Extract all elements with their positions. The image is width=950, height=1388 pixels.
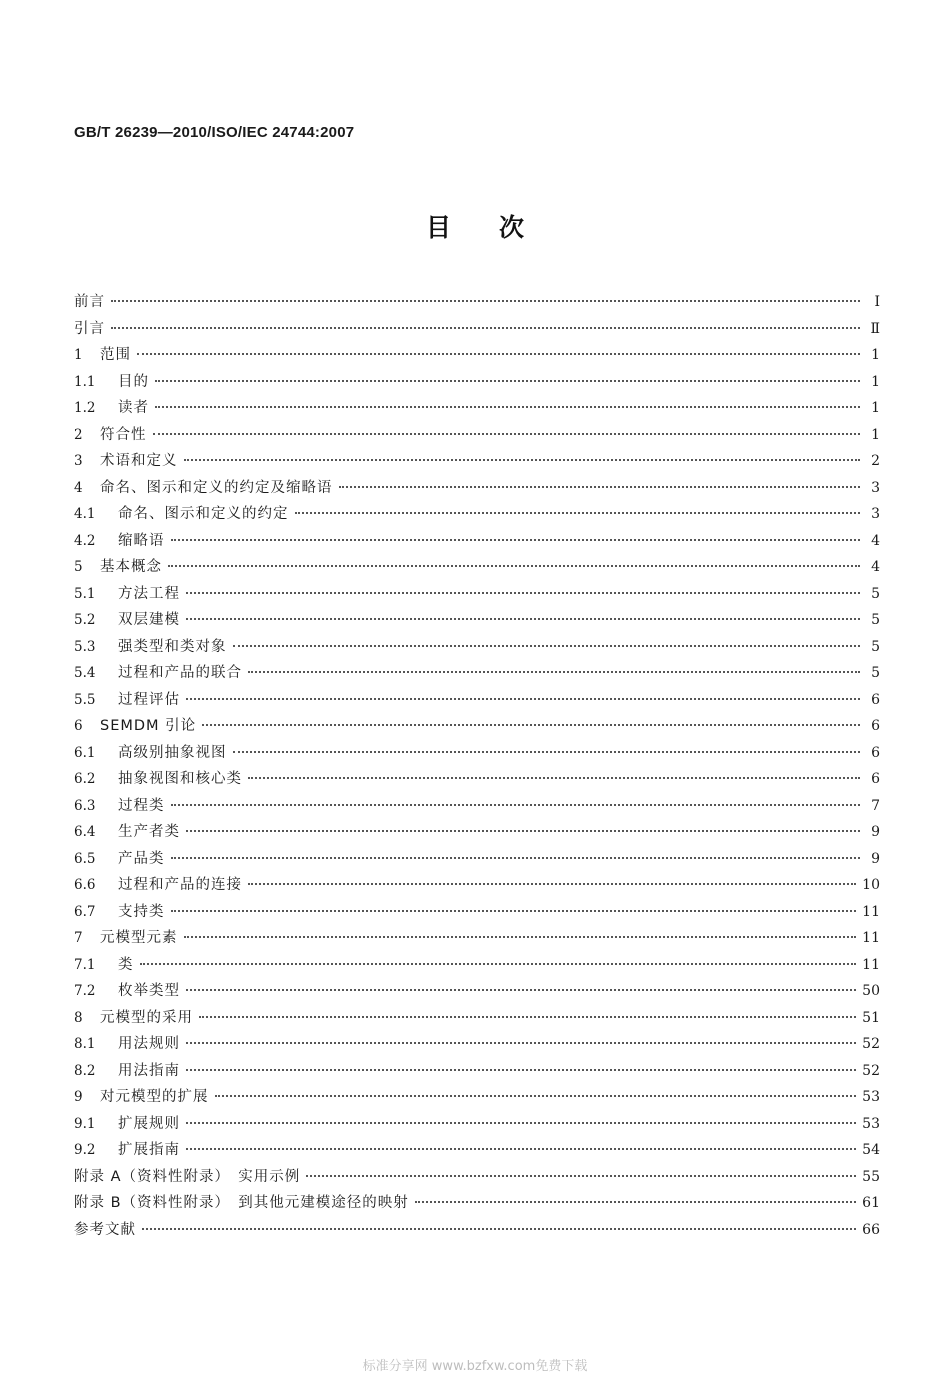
toc-entry[interactable] <box>74 847 880 874</box>
table-of-contents <box>74 290 880 1244</box>
toc-entry-label: 方法工程 <box>118 585 180 602</box>
toc-entry-label: 强类型和类对象 <box>118 638 227 655</box>
toc-entry-number: 1.1 <box>74 373 96 390</box>
toc-entry[interactable] <box>74 529 880 556</box>
toc-entry-label: 过程类 <box>118 797 165 814</box>
toc-entry-page: 10 <box>862 877 880 893</box>
toc-entry[interactable] <box>74 1032 880 1059</box>
toc-entry-label: 命名、图示和定义的约定 <box>118 506 289 522</box>
toc-dot-leader <box>171 857 861 859</box>
toc-dot-leader <box>171 804 861 806</box>
toc-entry-label: 元模型元素 <box>100 930 178 946</box>
watermark-footer: 标准分享网 www.bzfxw.com免费下载 <box>362 1359 588 1374</box>
toc-entry-number: 3 <box>74 453 83 469</box>
toc-entry-page: 1 <box>871 373 880 390</box>
toc-entry-page: 4 <box>871 532 880 549</box>
toc-entry-page: Ⅰ <box>874 294 880 310</box>
toc-entry-label: 符合性 <box>100 426 147 443</box>
toc-entry[interactable] <box>74 794 880 821</box>
toc-dot-leader <box>306 1175 856 1177</box>
toc-entry-page: 55 <box>862 1168 880 1185</box>
toc-entry-number: 7 <box>74 930 83 946</box>
toc-entry-label: 扩展规则 <box>118 1115 180 1132</box>
toc-entry-number: 6.7 <box>74 903 96 920</box>
toc-entry-number: 5 <box>74 559 83 575</box>
toc-entry-label: 过程和产品的联合 <box>118 665 242 681</box>
toc-entry[interactable] <box>74 741 880 768</box>
toc-entry[interactable] <box>74 370 880 397</box>
toc-entry-page: 5 <box>871 585 880 602</box>
toc-entry[interactable] <box>74 635 880 662</box>
toc-dot-leader <box>233 751 861 753</box>
toc-entry-label: 参考文献 <box>74 1221 136 1238</box>
toc-entry-page: 53 <box>862 1115 880 1132</box>
toc-entry[interactable] <box>74 1006 880 1033</box>
toc-entry-label: 生产者类 <box>118 824 180 840</box>
toc-entry-page: 50 <box>862 983 880 999</box>
toc-entry-number: 4.1 <box>74 506 96 522</box>
toc-entry-page: 4 <box>871 559 880 575</box>
toc-entry-label: 过程评估 <box>118 691 180 708</box>
page-title: 目次 <box>425 213 572 242</box>
toc-entry-label: 缩略语 <box>118 532 165 549</box>
toc-dot-leader <box>186 1042 856 1044</box>
toc-entry-page: 11 <box>862 903 880 920</box>
toc-dot-leader <box>339 486 861 488</box>
toc-dot-leader <box>202 724 860 726</box>
toc-entry[interactable] <box>74 1218 880 1245</box>
toc-entry-label: 产品类 <box>118 850 165 867</box>
toc-entry[interactable] <box>74 1138 880 1165</box>
toc-entry-page: 53 <box>862 1089 880 1105</box>
toc-entry-label: 过程和产品的连接 <box>118 877 242 893</box>
toc-entry[interactable] <box>74 582 880 609</box>
toc-entry-page: 1 <box>871 400 880 416</box>
toc-entry-page: 5 <box>871 665 880 681</box>
toc-entry-page: 11 <box>862 956 880 973</box>
toc-entry-label: 用法规则 <box>118 1036 180 1052</box>
toc-entry-number: 1.2 <box>74 400 96 416</box>
toc-entry[interactable] <box>74 396 880 423</box>
toc-entry-label: 用法指南 <box>118 1062 180 1079</box>
toc-entry-page: 6 <box>871 718 880 734</box>
toc-entry-number: 2 <box>74 426 83 443</box>
toc-entry-number: 6.2 <box>74 771 96 787</box>
toc-dot-leader <box>155 380 860 382</box>
toc-entry[interactable] <box>74 900 880 927</box>
toc-entry-number: 9.1 <box>74 1115 96 1132</box>
toc-entry-page: 3 <box>871 506 880 522</box>
toc-entry-label: 支持类 <box>118 903 165 920</box>
toc-entry-page: 52 <box>862 1036 880 1052</box>
toc-dot-leader <box>111 327 860 329</box>
toc-entry-number: 5.4 <box>74 665 96 681</box>
toc-entry-label: 高级别抽象视图 <box>118 744 227 761</box>
toc-entry-label: 对元模型的扩展 <box>100 1089 209 1105</box>
toc-entry-number: 5.5 <box>74 691 96 708</box>
toc-entry-page: 5 <box>871 612 880 628</box>
toc-dot-leader <box>142 1228 856 1230</box>
toc-entry[interactable] <box>74 476 880 503</box>
toc-entry-number: 8 <box>74 1009 83 1026</box>
toc-entry[interactable] <box>74 555 880 582</box>
toc-dot-leader <box>168 565 860 567</box>
toc-entry[interactable] <box>74 502 880 529</box>
toc-entry[interactable] <box>74 1112 880 1139</box>
toc-entry-number: 5.3 <box>74 638 96 655</box>
toc-entry[interactable] <box>74 608 880 635</box>
toc-entry[interactable] <box>74 1085 880 1112</box>
toc-entry-number: 4 <box>74 479 83 496</box>
toc-entry-page: 5 <box>871 638 880 655</box>
toc-entry-page: 6 <box>871 691 880 708</box>
toc-entry-number: 6 <box>74 718 83 734</box>
toc-entry-page: 1 <box>871 347 880 363</box>
toc-entry-label: 类 <box>118 956 134 973</box>
toc-entry-page: 11 <box>862 930 880 946</box>
toc-entry-number: 1 <box>74 347 83 363</box>
toc-entry-label: 目的 <box>118 373 149 390</box>
toc-dot-leader <box>186 989 856 991</box>
toc-entry-label: 命名、图示和定义的约定及缩略语 <box>100 479 333 496</box>
toc-entry[interactable] <box>74 688 880 715</box>
toc-entry-page: 1 <box>871 426 880 443</box>
toc-dot-leader <box>186 698 860 700</box>
toc-entry[interactable] <box>74 767 880 794</box>
toc-entry[interactable] <box>74 1191 880 1218</box>
toc-dot-leader <box>186 1148 856 1150</box>
toc-dot-leader <box>155 406 860 408</box>
toc-entry-number: 6.3 <box>74 797 96 814</box>
toc-entry-number: 6.5 <box>74 850 96 867</box>
toc-entry-number: 8.2 <box>74 1062 96 1079</box>
toc-entry-page: 6 <box>871 744 880 761</box>
toc-entry-label: 抽象视图和核心类 <box>118 771 242 787</box>
toc-dot-leader <box>215 1095 857 1097</box>
toc-dot-leader <box>248 777 860 779</box>
toc-entry-label: 附录 A（资料性附录） 实用示例 <box>74 1168 301 1185</box>
toc-entry[interactable] <box>74 953 880 980</box>
toc-dot-leader <box>111 300 860 302</box>
toc-entry[interactable] <box>74 423 880 450</box>
toc-dot-leader <box>186 618 860 620</box>
toc-entry-label: 前言 <box>74 294 105 310</box>
toc-dot-leader <box>233 645 861 647</box>
toc-entry-number: 9 <box>74 1089 83 1105</box>
toc-entry-number: 8.1 <box>74 1036 96 1052</box>
toc-entry-label: SEMDM 引论 <box>100 718 197 734</box>
toc-entry-page: Ⅱ <box>870 320 880 337</box>
toc-entry-label: 双层建模 <box>118 612 180 628</box>
toc-entry-page: 52 <box>862 1062 880 1079</box>
toc-entry-label: 术语和定义 <box>100 453 178 469</box>
toc-entry-number: 4.2 <box>74 532 96 549</box>
toc-entry-number: 5.2 <box>74 612 96 628</box>
toc-entry-label: 读者 <box>118 400 149 416</box>
toc-dot-leader <box>153 433 861 435</box>
toc-entry-number: 6.6 <box>74 877 96 893</box>
toc-entry[interactable] <box>74 449 880 476</box>
toc-dot-leader <box>137 353 860 355</box>
toc-dot-leader <box>199 1016 856 1018</box>
toc-entry-page: 3 <box>871 479 880 496</box>
toc-entry[interactable] <box>74 343 880 370</box>
toc-entry[interactable] <box>74 317 880 344</box>
toc-entry-page: 2 <box>871 453 880 469</box>
toc-entry-page: 66 <box>862 1221 880 1238</box>
toc-dot-leader <box>186 1122 856 1124</box>
toc-dot-leader <box>248 671 860 673</box>
toc-entry-label: 基本概念 <box>100 559 162 575</box>
toc-entry-number: 6.1 <box>74 744 96 761</box>
toc-entry-page: 9 <box>871 824 880 840</box>
toc-entry[interactable] <box>74 290 880 317</box>
toc-entry-label: 元模型的采用 <box>100 1009 193 1026</box>
toc-entry[interactable] <box>74 979 880 1006</box>
toc-entry-page: 51 <box>862 1009 880 1026</box>
toc-dot-leader <box>186 592 860 594</box>
toc-entry[interactable] <box>74 1059 880 1086</box>
toc-entry-number: 5.1 <box>74 585 96 602</box>
toc-entry[interactable] <box>74 820 880 847</box>
toc-entry-label: 枚举类型 <box>118 983 180 999</box>
toc-entry-label: 范围 <box>100 347 131 363</box>
toc-entry-label: 引言 <box>74 320 105 337</box>
toc-entry[interactable] <box>74 1165 880 1192</box>
toc-dot-leader <box>140 963 857 965</box>
toc-dot-leader <box>415 1201 856 1203</box>
toc-dot-leader <box>171 910 857 912</box>
toc-dot-leader <box>184 459 861 461</box>
toc-entry-number: 7.1 <box>74 956 96 973</box>
toc-entry[interactable] <box>74 873 880 900</box>
toc-entry-label: 扩展指南 <box>118 1142 180 1158</box>
toc-entry-number: 9.2 <box>74 1142 96 1158</box>
toc-entry-page: 54 <box>862 1142 880 1158</box>
toc-dot-leader <box>248 883 856 885</box>
toc-entry-page: 6 <box>871 771 880 787</box>
toc-entry-page: 61 <box>862 1195 880 1211</box>
toc-entry-page: 9 <box>871 850 880 867</box>
toc-dot-leader <box>295 512 861 514</box>
toc-entry-number: 6.4 <box>74 824 96 840</box>
toc-entry-label: 附录 B（资料性附录） 到其他元建模途径的映射 <box>74 1195 409 1211</box>
toc-entry[interactable] <box>74 714 880 741</box>
toc-entry[interactable] <box>74 661 880 688</box>
toc-entry-page: 7 <box>871 797 880 814</box>
toc-entry[interactable] <box>74 926 880 953</box>
toc-dot-leader <box>171 539 861 541</box>
toc-dot-leader <box>186 1069 856 1071</box>
standard-code: GB/T 26239—2010/ISO/IEC 24744:2007 <box>74 124 355 141</box>
toc-dot-leader <box>186 830 860 832</box>
toc-dot-leader <box>184 936 857 938</box>
toc-entry-number: 7.2 <box>74 983 96 999</box>
